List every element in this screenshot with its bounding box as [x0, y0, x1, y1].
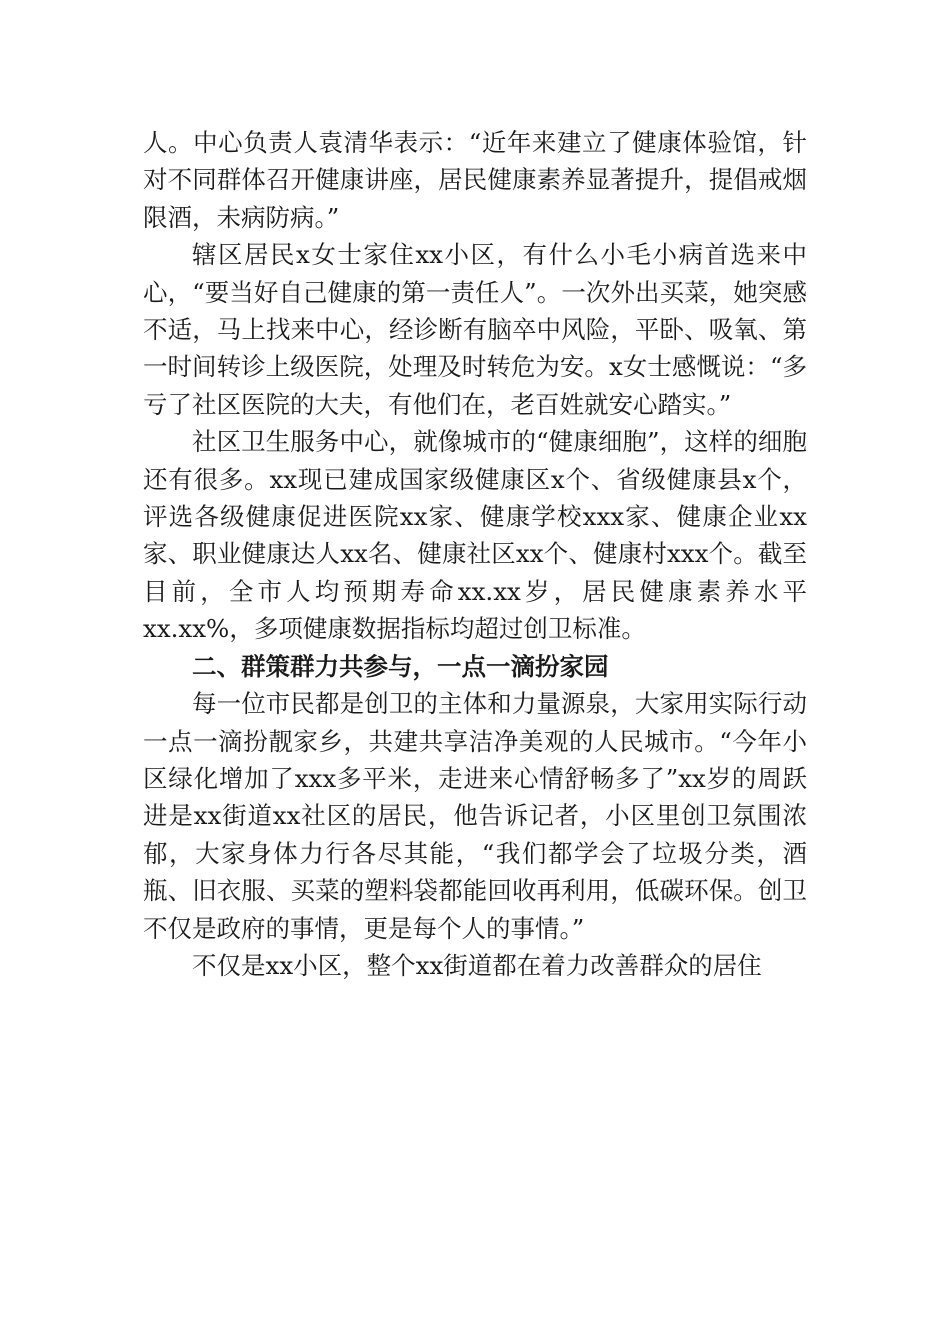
section-heading: 二、群策群力共参与，一点一滴扮家园 [192, 651, 609, 681]
paragraph-health-cells: 社区卫生服务中心，就像城市的“健康细胞”，这样的细胞还有很多。xx现已建成国家级健康区x个、省级健康县x个，评选各级健康促进医院xx家、健康学校xxx家、健康企业xx家、职业健康达人xx名、健康社区xx个、健康村xxx个。截至目前，全市人均预期寿命xx.xx岁，居民健康素养水平xx.xx%，多项健康数据指标均超过创卫标准。 [143, 427, 807, 644]
paragraph-continuation: 人。中心负责人袁清华表示：“近年来建立了健康体验馆，针对不同群体召开健康讲座，居民健康素养显著提升，提倡戒烟限酒，未病防病。” [143, 128, 807, 232]
paragraph-street-improvement: 不仅是xx小区，整个xx街道都在着力改善群众的居住 [192, 950, 762, 980]
document-body [143, 124, 807, 984]
paragraph-resident-story: 辖区居民x女士家住xx小区，有什么小毛小病首选来中心，“要当好自己健康的第一责任人”。一次外出买菜，她突感不适，马上找来中心，经诊断有脑卒中风险，平卧、吸氧、第一时间转诊上级医院，处理及时转危为安。x女士感慨说：“多亏了社区医院的大夫，有他们在，老百姓就安心踏实。” [143, 240, 807, 419]
paragraph-citizen-participation: 每一位市民都是创卫的主体和力量源泉，大家用实际行动一点一滴扮靓家乡，共建共享洁净美观的人民城市。“今年小区绿化增加了xxx多平米，走进来心情舒畅多了”xx岁的周跃进是xx街道xx社区的居民，他告诉记者，小区里创卫氛围浓郁，大家身体力行各尽其能，“我们都学会了垃圾分类，酒瓶、旧衣服、买菜的塑料袋都能回收再利用，低碳环保。创卫不仅是政府的事情，更是每个人的事情。” [143, 689, 807, 943]
